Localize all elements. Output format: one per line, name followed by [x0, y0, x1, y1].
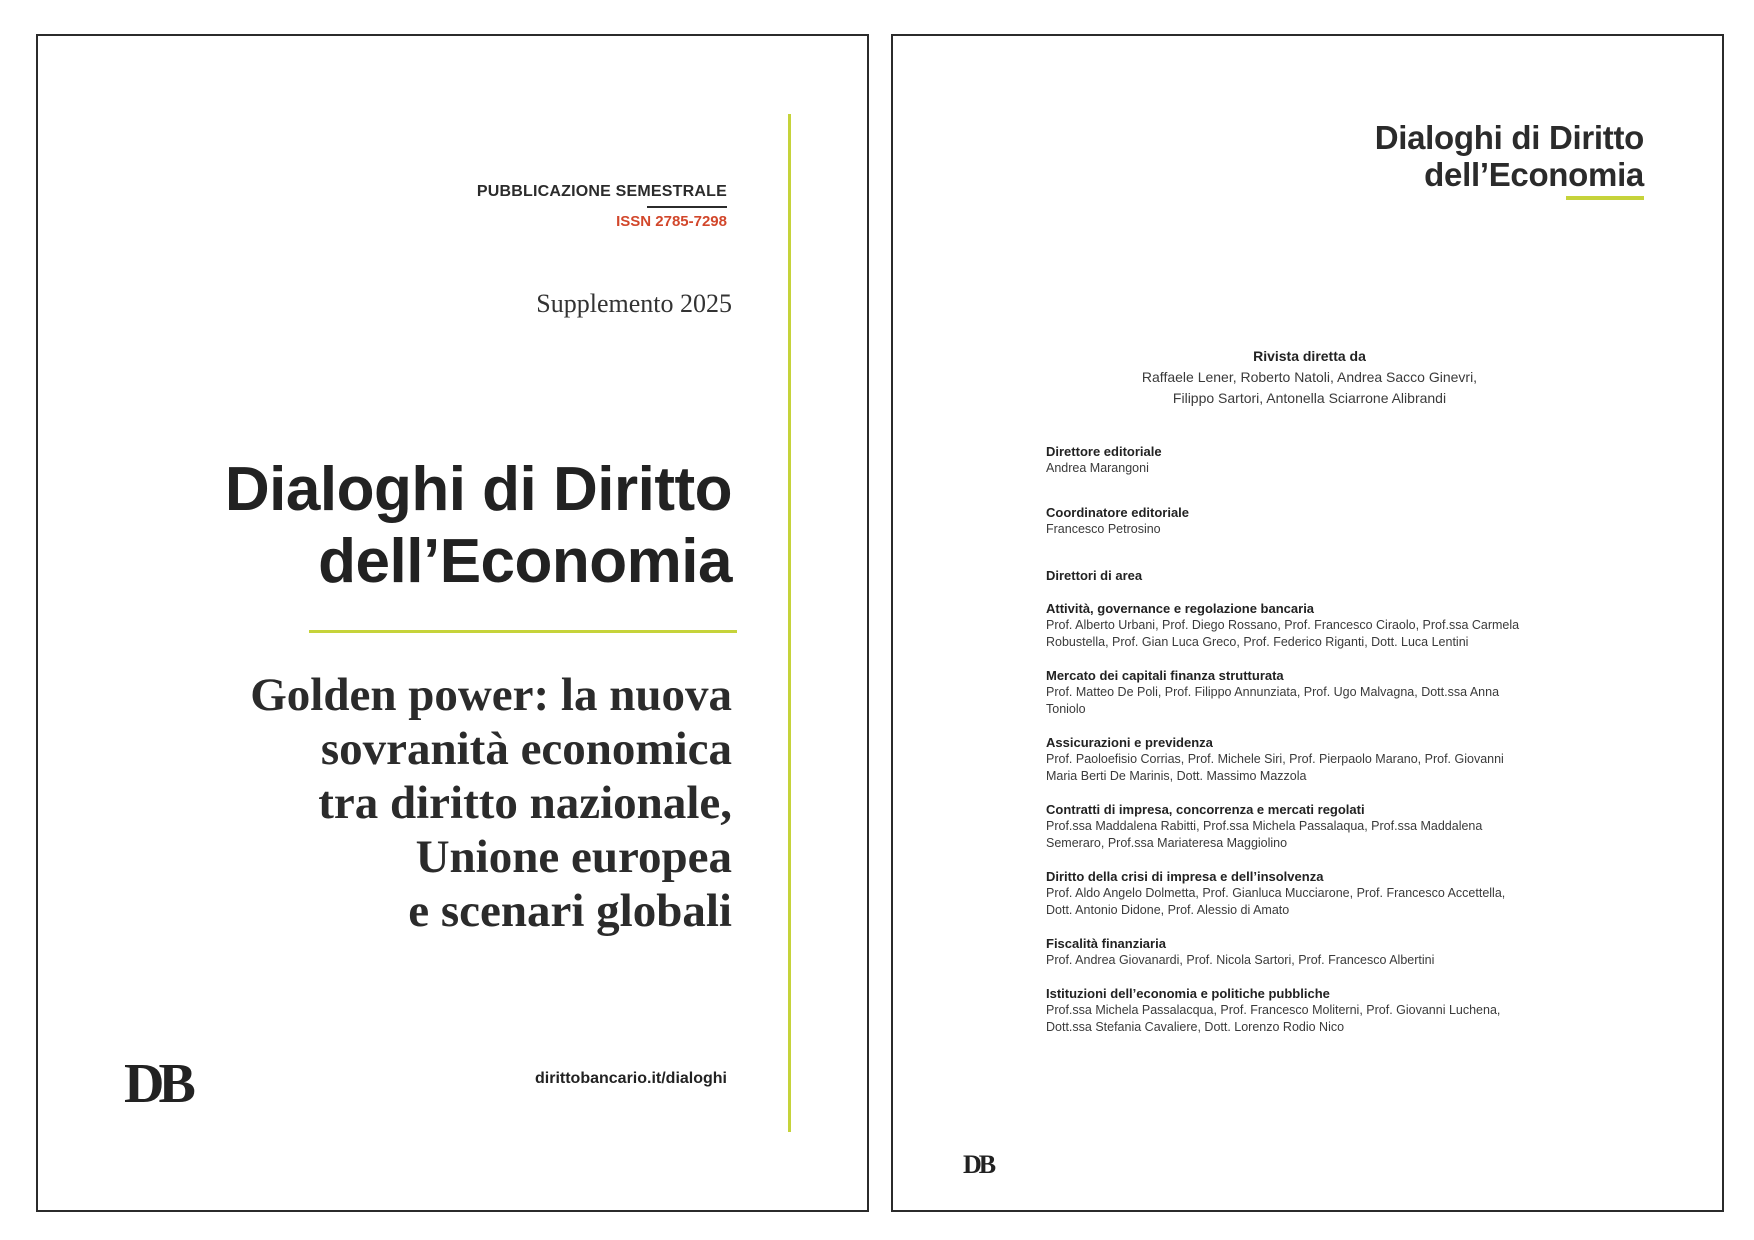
db-logo: DB	[124, 1053, 190, 1115]
area-members: Prof.ssa Maddalena Rabitti, Prof.ssa Michela Passalaqua, Prof.ssa Maddalena	[1046, 819, 1483, 833]
area-name: Mercato dei capitali finanza strutturata	[1046, 668, 1284, 683]
area-members: Prof. Matteo De Poli, Prof. Filippo Annunziata, Prof. Ugo Malvagna, Dott.ssa Anna	[1046, 685, 1500, 699]
db-logo-small: DB	[963, 1150, 994, 1179]
area-block	[1046, 801, 1586, 852]
area-members: Maria Berti De Marinis, Dott. Massimo Mazzola	[1046, 769, 1307, 783]
area-members: Semeraro, Prof.ssa Mariateresa Maggiolino	[1046, 836, 1288, 850]
issue-subtitle	[172, 668, 732, 938]
editorial-director-block	[1046, 443, 1586, 477]
area-members: Prof. Alberto Urbani, Prof. Diego Rossano, Prof. Francesco Ciraolo, Prof.ssa Carmela	[1046, 618, 1520, 632]
area-block	[1046, 868, 1586, 919]
masthead-page	[891, 34, 1724, 1212]
editorial-director-label: Direttore editoriale	[1046, 444, 1162, 459]
subtitle-line: sovranità economica	[320, 723, 732, 775]
masthead-title	[1375, 119, 1644, 193]
masthead-title-line-2: dell’Economia	[1424, 156, 1644, 193]
editorial-director-name: Andrea Marangoni	[1046, 461, 1149, 475]
subtitle-line: e scenari globali	[408, 885, 732, 937]
area-name: Attività, governance e regolazione bancaria	[1046, 601, 1315, 616]
subtitle-line: Golden power: la nuova	[250, 669, 732, 721]
editorial-coordinator-label: Coordinatore editoriale	[1046, 505, 1190, 520]
publication-frequency: PUBBLICAZIONE SEMESTRALE	[476, 183, 727, 200]
area-name: Contratti di impresa, concorrenza e mercati regolati	[1046, 802, 1365, 817]
area-name: Assicurazioni e previdenza	[1046, 735, 1213, 750]
area-block	[1046, 600, 1586, 651]
directed-names-line-1: Raffaele Lener, Roberto Natoli, Andrea Sacco Ginevri,	[1141, 369, 1478, 385]
masthead-accent-rule	[1566, 196, 1644, 200]
area-block	[1046, 667, 1586, 718]
subtitle-line: Unione europea	[415, 831, 732, 883]
issn: ISSN 2785-7298	[616, 213, 727, 230]
area-name: Istituzioni dell’economia e politiche pubbliche	[1046, 986, 1330, 1001]
masthead-title-line-1: Dialoghi di Diritto	[1374, 119, 1644, 156]
area-block	[1046, 935, 1586, 969]
area-name: Diritto della crisi di impresa e dell’insolvenza	[1046, 869, 1324, 884]
journal-title	[225, 454, 732, 598]
area-members: Prof. Aldo Angelo Dolmetta, Prof. Gianluca Mucciarone, Prof. Francesco Accettella,	[1046, 886, 1506, 900]
journal-title-line-2: dell’Economia	[318, 527, 732, 596]
vertical-accent-rule	[788, 114, 791, 1132]
area-members: Dott. Antonio Didone, Prof. Alessio di Amato	[1046, 903, 1290, 917]
area-members: Prof. Paoloefisio Corrias, Prof. Michele Siri, Prof. Pierpaolo Marano, Prof. Giovanni	[1046, 752, 1504, 766]
area-members: Toniolo	[1046, 702, 1086, 716]
publication-underline	[647, 206, 727, 208]
area-directors-heading-block	[1046, 567, 1586, 584]
directors-block	[893, 346, 1726, 409]
area-members: Prof. Andrea Giovanardi, Prof. Nicola Sartori, Prof. Francesco Albertini	[1046, 953, 1435, 967]
editorial-coordinator-name: Francesco Petrosino	[1046, 522, 1161, 536]
website-link[interactable]: dirittobancario.it/dialoghi	[535, 1070, 727, 1087]
area-members: Prof.ssa Michela Passalacqua, Prof. Francesco Moliterni, Prof. Giovanni Luchena,	[1046, 1003, 1501, 1017]
directed-label: Rivista diretta da	[1253, 348, 1366, 364]
editorial-coordinator-block	[1046, 504, 1586, 538]
area-block	[1046, 734, 1586, 785]
area-name: Fiscalità finanziaria	[1046, 936, 1166, 951]
journal-title-line-1: Dialoghi di Diritto	[224, 455, 732, 524]
area-block	[1046, 985, 1586, 1036]
directed-names-line-2: Filippo Sartori, Antonella Sciarrone Alibrandi	[1172, 390, 1447, 406]
supplement-label: Supplemento 2025	[536, 289, 732, 318]
area-directors-label: Direttori di area	[1046, 568, 1143, 583]
area-members: Robustella, Prof. Gian Luca Greco, Prof. Federico Riganti, Dott. Luca Lentini	[1046, 635, 1469, 649]
area-members: Dott.ssa Stefania Cavaliere, Dott. Lorenzo Rodio Nico	[1046, 1020, 1345, 1034]
cover-page	[36, 34, 869, 1212]
subtitle-line: tra diritto nazionale,	[318, 777, 732, 829]
horizontal-accent-rule	[309, 630, 737, 633]
